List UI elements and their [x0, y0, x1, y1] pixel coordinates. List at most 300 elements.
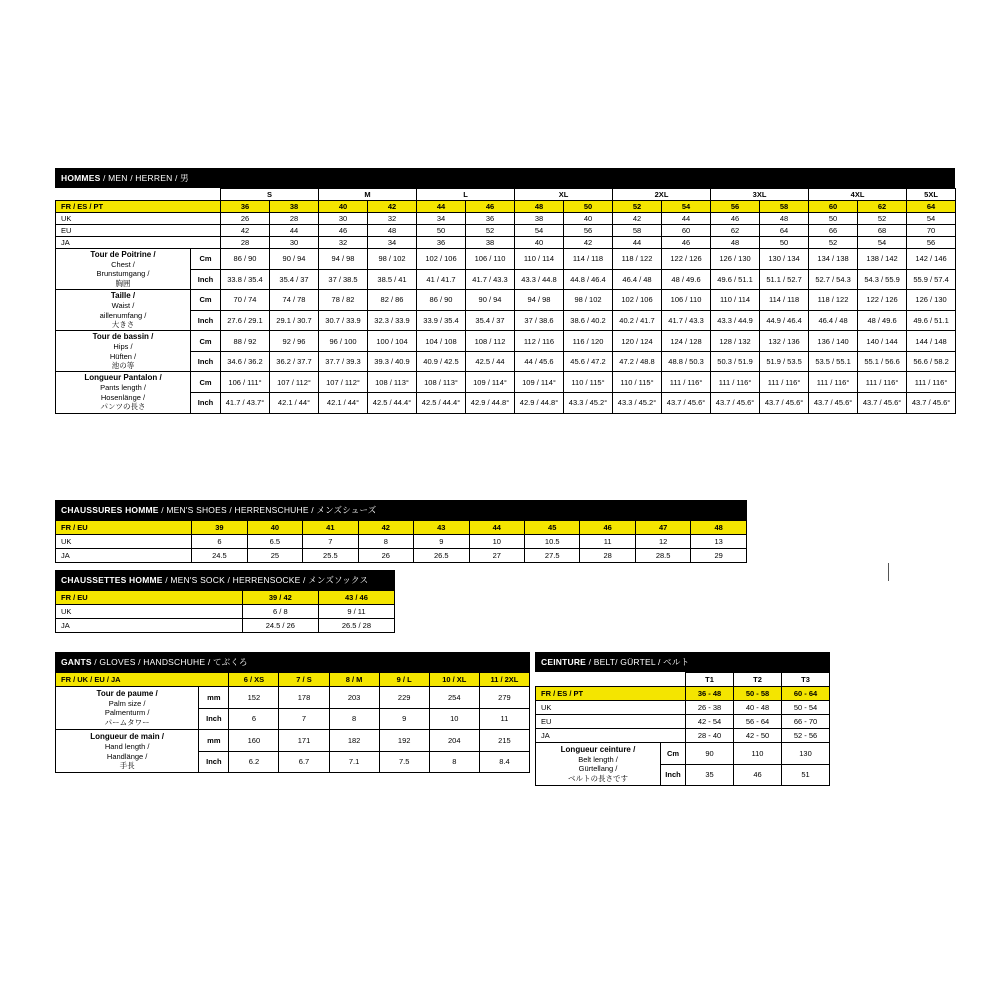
size-value: 52: [858, 213, 907, 225]
measure-value-cm: 110 / 115°: [564, 372, 613, 393]
measure-value-inch: 42.1 / 44°: [270, 392, 319, 413]
unit-cm: Cm: [191, 331, 221, 352]
socks-row: [56, 619, 395, 633]
measure-value-cm: 122 / 126: [858, 290, 907, 311]
measure-value-inch: 40.9 / 42.5: [417, 351, 466, 372]
size-value: 34: [417, 213, 466, 225]
belt-size-value: 42 - 50: [734, 729, 782, 743]
measurement-name: Tour de paume / Palm size / Palmenturm / パームタワー: [56, 687, 199, 730]
size-value: 56: [907, 237, 956, 249]
measure-value-inch: 51.1 / 52.7: [760, 269, 809, 290]
measure-value-inch: 43.7 / 45.6°: [809, 392, 858, 413]
shoe-size-value: 6: [192, 535, 247, 549]
glove-value-inch: 6: [229, 708, 279, 730]
measure-value-inch: 56.6 / 58.2: [907, 351, 956, 372]
shoes-header-bold: CHAUSSURES HOMME: [61, 505, 159, 515]
measure-value-cm: 111 / 116°: [858, 372, 907, 393]
belt-size-value: 28 - 40: [686, 729, 734, 743]
measure-value-inch: 53.5 / 55.1: [809, 351, 858, 372]
belt-value-inch: 46: [734, 764, 782, 786]
page-tick-mark: [888, 563, 889, 581]
measure-value-cm: 98 / 102: [564, 290, 613, 311]
sock-size-value: 26.5 / 28: [318, 619, 394, 633]
shoe-size-value: 43: [414, 521, 469, 535]
measure-value-inch: 32.3 / 33.9: [368, 310, 417, 331]
sock-size-value: 6 / 8: [242, 605, 318, 619]
unit-inch: Inch: [191, 269, 221, 290]
size-value: 46: [662, 237, 711, 249]
measure-value-inch: 34.6 / 36.2: [221, 351, 270, 372]
measurement-row-cm: [56, 290, 956, 311]
measure-value-inch: 43.7 / 45.6°: [858, 392, 907, 413]
shoe-size-value: 46: [580, 521, 635, 535]
men-table: [55, 188, 956, 414]
size-value: 46: [466, 201, 515, 213]
measure-value-cm: 111 / 116°: [760, 372, 809, 393]
glove-value-mm: 192: [379, 730, 429, 752]
gloves-table-block: [55, 652, 530, 773]
glove-value-mm: 152: [229, 687, 279, 709]
glove-value-mm: 229: [379, 687, 429, 709]
size-value: 68: [858, 225, 907, 237]
measure-value-cm: 144 / 148: [907, 331, 956, 352]
measure-value-cm: 94 / 98: [319, 249, 368, 270]
gloves-size-row: [56, 673, 530, 687]
mens-shoes-table: [55, 500, 747, 563]
size-value: 70: [907, 225, 956, 237]
measure-value-inch: 55.1 / 56.6: [858, 351, 907, 372]
measure-value-inch: 54.3 / 55.9: [858, 269, 907, 290]
row-label: UK: [56, 535, 192, 549]
glove-value-mm: 178: [279, 687, 329, 709]
shoe-size-value: 9: [414, 535, 469, 549]
unit-cm: Cm: [191, 372, 221, 393]
measure-value-cm: 108 / 113°: [417, 372, 466, 393]
measure-value-cm: 106 / 111°: [221, 372, 270, 393]
shoe-size-value: 47: [635, 521, 690, 535]
measure-value-cm: 111 / 116°: [662, 372, 711, 393]
shoes-row: [56, 521, 747, 535]
unit-mm: mm: [199, 730, 229, 752]
row-label: FR / ES / PT: [536, 687, 686, 701]
men-header-rest: / MEN / HERREN / 男: [100, 173, 189, 183]
measure-value-inch: 41.7 / 43.7°: [221, 392, 270, 413]
measure-value-inch: 41 / 41.7: [417, 269, 466, 290]
row-label: UK: [56, 605, 243, 619]
measure-value-inch: 52.7 / 54.3: [809, 269, 858, 290]
size-value: 44: [662, 213, 711, 225]
measure-value-cm: 98 / 102: [368, 249, 417, 270]
measure-value-inch: 48 / 49.6: [858, 310, 907, 331]
measurement-row-inch: [56, 310, 956, 331]
belt-value-inch: 51: [782, 764, 830, 786]
size-value: 52: [466, 225, 515, 237]
measure-value-cm: 70 / 74: [221, 290, 270, 311]
measurement-row-cm: [56, 331, 956, 352]
measure-value-cm: 111 / 116°: [907, 372, 956, 393]
measure-value-cm: 136 / 140: [809, 331, 858, 352]
measure-value-cm: 140 / 144: [858, 331, 907, 352]
measure-value-inch: 47.2 / 48.8: [613, 351, 662, 372]
row-label: UK: [536, 701, 686, 715]
belt-size-value: 52 - 56: [782, 729, 830, 743]
size-value: 54: [858, 237, 907, 249]
glove-measurement-row-mm: [56, 730, 530, 752]
size-row: [56, 213, 956, 225]
measure-value-inch: 48 / 49.6: [662, 269, 711, 290]
men-table-header: [55, 168, 955, 188]
unit-inch: Inch: [661, 764, 686, 786]
size-value: 32: [368, 213, 417, 225]
belt-size-value: 42 - 54: [686, 715, 734, 729]
size-value: 32: [319, 237, 368, 249]
shoe-size-value: 44: [469, 521, 524, 535]
size-value: 52: [613, 201, 662, 213]
measure-value-cm: 110 / 114: [515, 249, 564, 270]
belt-column-T2: T2: [734, 673, 782, 687]
shoe-size-value: 10: [469, 535, 524, 549]
gloves-header-rest: / GLOVES / HANDSCHUHE / てぶくろ: [91, 657, 248, 667]
shoes-table: [55, 520, 747, 563]
belt-row: [536, 701, 830, 715]
measurement-row-inch: [56, 392, 956, 413]
measure-value-cm: 110 / 114: [711, 290, 760, 311]
gloves-table-header: [55, 652, 530, 672]
measurement-row-inch: [56, 351, 956, 372]
size-value: 26: [221, 213, 270, 225]
size-value: 50: [417, 225, 466, 237]
shoe-size-value: 6.5: [247, 535, 302, 549]
measure-value-cm: 86 / 90: [221, 249, 270, 270]
glove-value-mm: 171: [279, 730, 329, 752]
size-value: 62: [711, 225, 760, 237]
measure-value-inch: 37.7 / 39.3: [319, 351, 368, 372]
measurement-name: Tour de bassin / Hips / Hüften / 池の等: [56, 331, 191, 372]
glove-value-inch: 9: [379, 708, 429, 730]
size-group-M: M: [319, 189, 417, 201]
measure-value-inch: 43.7 / 45.6°: [662, 392, 711, 413]
row-label: JA: [536, 729, 686, 743]
size-value: 62: [858, 201, 907, 213]
measure-value-inch: 51.9 / 53.5: [760, 351, 809, 372]
size-value: 60: [809, 201, 858, 213]
unit-inch: Inch: [199, 708, 229, 730]
measure-value-cm: 102 / 106: [417, 249, 466, 270]
size-value: 42: [221, 225, 270, 237]
measure-value-inch: 29.1 / 30.7: [270, 310, 319, 331]
measure-value-inch: 50.3 / 51.9: [711, 351, 760, 372]
measure-value-inch: 42.9 / 44.8°: [466, 392, 515, 413]
size-group-2XL: 2XL: [613, 189, 711, 201]
glove-value-mm: 204: [429, 730, 479, 752]
socks-row: [56, 605, 395, 619]
shoe-size-value: 40: [247, 521, 302, 535]
size-value: 64: [760, 225, 809, 237]
size-value: 36: [221, 201, 270, 213]
measure-value-inch: 41.7 / 43.3: [662, 310, 711, 331]
belt-value-cm: 130: [782, 743, 830, 765]
measure-value-cm: 94 / 98: [515, 290, 564, 311]
belt-row: [536, 729, 830, 743]
measure-value-inch: 46.4 / 48: [809, 310, 858, 331]
glove-size-value: 7 / S: [279, 673, 329, 687]
glove-size-value: 9 / L: [379, 673, 429, 687]
men-size-table: [55, 168, 955, 414]
belt-table-header: [535, 652, 830, 672]
shoe-size-value: 25.5: [303, 549, 358, 563]
shoe-size-value: 13: [691, 535, 747, 549]
belt-row: [536, 687, 830, 701]
measurement-name: Longueur ceinture / Belt length / Gürtellang / ベルトの長さです: [536, 743, 661, 786]
measure-value-inch: 35.4 / 37: [466, 310, 515, 331]
size-value: 36: [417, 237, 466, 249]
measure-value-cm: 114 / 118: [760, 290, 809, 311]
shoes-row: [56, 549, 747, 563]
size-value: 46: [319, 225, 368, 237]
men-header-bold: HOMMES: [61, 173, 101, 183]
glove-value-mm: 203: [329, 687, 379, 709]
size-value: 36: [466, 213, 515, 225]
measure-value-inch: 49.6 / 51.1: [711, 269, 760, 290]
glove-value-inch: 8: [429, 751, 479, 773]
shoe-size-value: 8: [358, 535, 413, 549]
shoe-size-value: 10.5: [524, 535, 579, 549]
size-value: 44: [270, 225, 319, 237]
glove-value-inch: 11: [479, 708, 529, 730]
measurement-name: Longueur de main / Hand length / Handlänge / 手長: [56, 730, 199, 773]
belt-size-value: 40 - 48: [734, 701, 782, 715]
shoe-size-value: 28: [580, 549, 635, 563]
size-value: 44: [613, 237, 662, 249]
measure-value-cm: 90 / 94: [466, 290, 515, 311]
size-value: 28: [270, 213, 319, 225]
measure-value-cm: 102 / 106: [613, 290, 662, 311]
measure-value-inch: 44.9 / 46.4: [760, 310, 809, 331]
unit-inch: Inch: [191, 310, 221, 331]
measure-value-cm: 109 / 114°: [466, 372, 515, 393]
measure-value-inch: 42.9 / 44.8°: [515, 392, 564, 413]
belt-size-value: 26 - 38: [686, 701, 734, 715]
measurement-name: Tour de Poitrine / Chest / Brunstumgang / 胸囲: [56, 249, 191, 290]
measure-value-inch: 44 / 45.6: [515, 351, 564, 372]
shoe-size-value: 26.5: [414, 549, 469, 563]
size-group-4XL: 4XL: [809, 189, 907, 201]
measure-value-inch: 38.5 / 41: [368, 269, 417, 290]
size-value: 48: [711, 237, 760, 249]
measure-value-cm: 126 / 130: [711, 249, 760, 270]
size-value: 64: [907, 201, 956, 213]
shoes-row: [56, 535, 747, 549]
measure-value-cm: 111 / 116°: [809, 372, 858, 393]
measure-value-cm: 74 / 78: [270, 290, 319, 311]
measure-value-inch: 55.9 / 57.4: [907, 269, 956, 290]
measure-value-inch: 40.2 / 41.7: [613, 310, 662, 331]
size-value: 44: [417, 201, 466, 213]
row-label: UK: [56, 213, 221, 225]
belt-column-T1: T1: [686, 673, 734, 687]
glove-value-mm: 160: [229, 730, 279, 752]
size-value: 56: [711, 201, 760, 213]
measure-value-inch: 37 / 38.5: [319, 269, 368, 290]
row-label: FR / UK / EU / JA: [56, 673, 229, 687]
size-value: 42: [368, 201, 417, 213]
unit-cm: Cm: [191, 290, 221, 311]
spacer-cell: [56, 189, 191, 201]
shoe-size-value: 28.5: [635, 549, 690, 563]
measure-value-inch: 33.9 / 35.4: [417, 310, 466, 331]
size-group-S: S: [221, 189, 319, 201]
measure-value-inch: 35.4 / 37: [270, 269, 319, 290]
measure-value-cm: 142 / 146: [907, 249, 956, 270]
glove-value-inch: 7.1: [329, 751, 379, 773]
measure-value-cm: 134 / 138: [809, 249, 858, 270]
size-value: 40: [515, 237, 564, 249]
shoe-size-value: 29: [691, 549, 747, 563]
measure-value-cm: 132 / 136: [760, 331, 809, 352]
glove-size-value: 6 / XS: [229, 673, 279, 687]
size-group-5XL: 5XL: [907, 189, 956, 201]
measure-value-cm: 82 / 86: [368, 290, 417, 311]
measure-value-inch: 48.8 / 50.3: [662, 351, 711, 372]
measure-value-cm: 118 / 122: [613, 249, 662, 270]
measure-value-inch: 42.5 / 44: [466, 351, 515, 372]
row-label: FR / EU: [56, 521, 192, 535]
shoe-size-value: 42: [358, 521, 413, 535]
size-value: 48: [515, 201, 564, 213]
glove-value-inch: 7.5: [379, 751, 429, 773]
size-value: 28: [221, 237, 270, 249]
belt-value-inch: 35: [686, 764, 734, 786]
measure-value-cm: 104 / 108: [417, 331, 466, 352]
measure-value-cm: 107 / 112°: [270, 372, 319, 393]
belt-header-rest: / BELT/ GÜRTEL / ベルト: [586, 657, 690, 667]
measure-value-cm: 111 / 116°: [711, 372, 760, 393]
measure-value-inch: 41.7 / 43.3: [466, 269, 515, 290]
glove-size-value: 8 / M: [329, 673, 379, 687]
unit-mm: mm: [199, 687, 229, 709]
glove-value-mm: 254: [429, 687, 479, 709]
size-value: 50: [809, 213, 858, 225]
measure-value-inch: 49.6 / 51.1: [907, 310, 956, 331]
sock-size-value: 43 / 46: [318, 591, 394, 605]
measure-value-inch: 33.8 / 35.4: [221, 269, 270, 290]
measure-value-inch: 43.3 / 44.9: [711, 310, 760, 331]
row-label: JA: [56, 619, 243, 633]
size-value: 38: [466, 237, 515, 249]
shoe-size-value: 45: [524, 521, 579, 535]
belt-size-value: 36 - 48: [686, 687, 734, 701]
measure-value-inch: 30.7 / 33.9: [319, 310, 368, 331]
row-label: JA: [56, 237, 221, 249]
socks-header-bold: CHAUSSETTES HOMME: [61, 575, 163, 585]
measure-value-inch: 45.6 / 47.2: [564, 351, 613, 372]
size-value: 66: [809, 225, 858, 237]
measure-value-inch: 43.7 / 45.6°: [711, 392, 760, 413]
measure-value-inch: 38.6 / 40.2: [564, 310, 613, 331]
size-value: 54: [907, 213, 956, 225]
shoes-table-header: [55, 500, 747, 520]
belt-measurement-row-cm: [536, 743, 830, 765]
belt-size-value: 50 - 54: [782, 701, 830, 715]
size-value: 40: [319, 201, 368, 213]
measure-value-inch: 43.7 / 45.6°: [907, 392, 956, 413]
size-value: 54: [662, 201, 711, 213]
gloves-header-bold: GANTS: [61, 657, 92, 667]
size-group-3XL: 3XL: [711, 189, 809, 201]
measure-value-cm: 118 / 122: [809, 290, 858, 311]
measure-value-cm: 109 / 114°: [515, 372, 564, 393]
row-label: EU: [536, 715, 686, 729]
measure-value-inch: 42.5 / 44.4°: [417, 392, 466, 413]
size-value: 38: [270, 201, 319, 213]
measure-value-cm: 92 / 96: [270, 331, 319, 352]
measurement-row-cm: [56, 249, 956, 270]
socks-table: [55, 590, 395, 633]
size-value: 30: [270, 237, 319, 249]
row-label: FR / ES / PT: [56, 201, 221, 213]
shoe-size-value: 11: [580, 535, 635, 549]
size-value: 54: [515, 225, 564, 237]
size-value: 48: [760, 213, 809, 225]
size-row: [56, 201, 956, 213]
belt-column-header-row: [536, 673, 830, 687]
size-group-XL: XL: [515, 189, 613, 201]
size-value: 52: [809, 237, 858, 249]
glove-value-mm: 279: [479, 687, 529, 709]
measure-value-cm: 116 / 120: [564, 331, 613, 352]
glove-size-value: 11 / 2XL: [479, 673, 529, 687]
belt-size-value: 56 - 64: [734, 715, 782, 729]
glove-value-inch: 8: [329, 708, 379, 730]
measure-value-cm: 96 / 100: [319, 331, 368, 352]
belt-size-value: 50 - 58: [734, 687, 782, 701]
measure-value-inch: 43.3 / 45.2°: [613, 392, 662, 413]
shoe-size-value: 12: [635, 535, 690, 549]
measure-value-inch: 37 / 38.6: [515, 310, 564, 331]
size-value: 38: [515, 213, 564, 225]
belt-table: [535, 672, 830, 786]
shoe-size-value: 7: [303, 535, 358, 549]
measure-value-cm: 138 / 142: [858, 249, 907, 270]
socks-table-header: [55, 570, 395, 590]
measurement-row-inch: [56, 269, 956, 290]
measurement-name: Taille / Waist / aillenumfang / 大きさ: [56, 290, 191, 331]
unit-inch: Inch: [191, 351, 221, 372]
belt-size-value: 60 - 64: [782, 687, 830, 701]
gloves-table: [55, 672, 530, 773]
measure-value-cm: 107 / 112°: [319, 372, 368, 393]
size-row: [56, 225, 956, 237]
shoe-size-value: 48: [691, 521, 747, 535]
size-value: 46: [711, 213, 760, 225]
measure-value-inch: 43.3 / 44.8: [515, 269, 564, 290]
size-value: 58: [613, 225, 662, 237]
measure-value-cm: 110 / 115°: [613, 372, 662, 393]
measure-value-cm: 112 / 116: [515, 331, 564, 352]
sock-size-value: 24.5 / 26: [242, 619, 318, 633]
shoe-size-value: 24.5: [192, 549, 247, 563]
sock-size-value: 9 / 11: [318, 605, 394, 619]
glove-value-mm: 215: [479, 730, 529, 752]
belt-value-cm: 90: [686, 743, 734, 765]
size-value: 50: [564, 201, 613, 213]
shoe-size-value: 39: [192, 521, 247, 535]
glove-measurement-row-mm: [56, 687, 530, 709]
measure-value-cm: 106 / 110: [662, 290, 711, 311]
shoe-size-value: 25: [247, 549, 302, 563]
size-value: 48: [368, 225, 417, 237]
size-row: [56, 237, 956, 249]
